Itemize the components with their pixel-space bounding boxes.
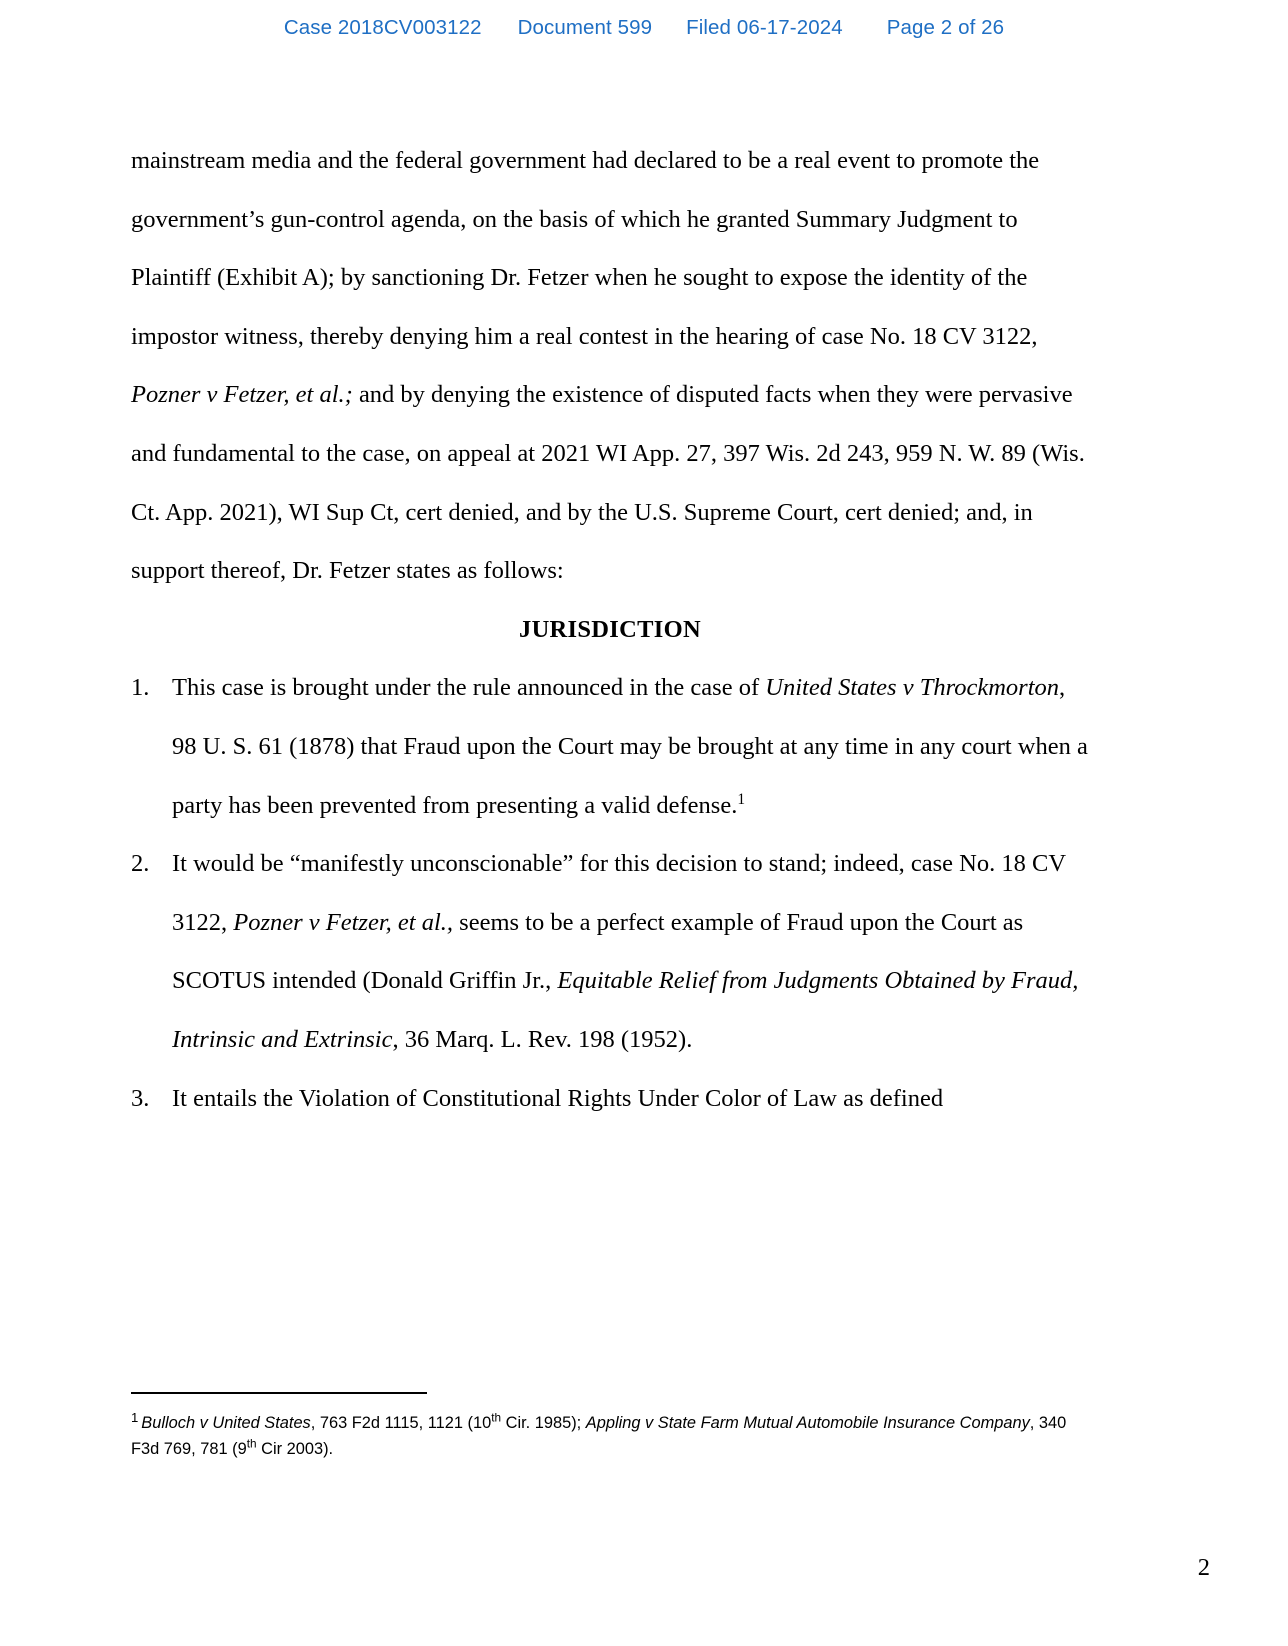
claim-2-part2: seems to be a perfect example of Fraud upon the Court as SCOTUS intended (Donald Griffin Jr., — [172, 908, 1024, 995]
claim-item-3 — [131, 1070, 1089, 1129]
document-body — [131, 132, 1089, 1128]
page-number: 2 — [1197, 1554, 1210, 1581]
header-page-indicator: Page 2 of 26 — [886, 16, 1005, 39]
ecf-header-stamp — [0, 16, 1288, 40]
footnote-cite-1a: , 763 F2d 1115, 1121 (10 — [310, 1414, 492, 1432]
claim-1-part2: , 98 U. S. 61 (1878) that Fraud upon the Court may be brought at any time in any court when a party has been prevented from presenting a valid defense. — [172, 674, 1088, 819]
footnote-ordinal-2: th — [246, 1436, 257, 1451]
footnote-case-1-italic: Bulloch v United States — [141, 1414, 311, 1432]
intro-paragraph — [131, 132, 1089, 601]
claim-1-case-italic: United States v Throckmorton — [765, 674, 1060, 702]
header-filed-date: Filed 06-17-2024 — [686, 16, 843, 39]
footnote-reference-1[interactable]: 1 — [737, 790, 746, 808]
footnote-block — [131, 1392, 1071, 1462]
claim-2-case-italic: Pozner v Fetzer, et al., — [233, 908, 454, 936]
header-document-number: Document 599 — [517, 16, 653, 39]
footnote-1-text — [131, 1410, 1071, 1462]
section-heading-jurisdiction: JURISDICTION — [519, 615, 701, 643]
footnote-cite-2a: , 340 F3d 769, 781 (9 — [131, 1414, 1067, 1458]
claim-number-3: 3. — [131, 1084, 150, 1112]
claim-1-part1: This case is brought under the rule announced in the case of — [172, 674, 766, 702]
claim-item-1 — [131, 659, 1089, 835]
footnote-case-2-italic: Appling v State Farm Mutual Automobile Insurance Company — [585, 1414, 1030, 1432]
claim-number-2: 2. — [131, 850, 150, 878]
claims-list — [131, 659, 1089, 1128]
claim-2-part1: It would be “manifestly unconscionable” for this decision to stand; indeed, case No. 18 CV 3122, — [172, 850, 1066, 936]
header-case-number: Case 2018CV003122 — [283, 16, 482, 39]
claim-item-2 — [131, 835, 1089, 1069]
footnote-cite-1b: Cir. 1985); — [501, 1414, 586, 1432]
claim-2-article-title-italic: Equitable Relief from Judgments Obtained by Fraud, Intrinsic and Extrinsic — [172, 967, 1079, 1053]
intro-paragraph-part2: and by denying the existence of disputed facts when they were pervasive and fundamental to the case, on appeal at 2021 WI App. 27, 397 Wis. 2d 243, 959 N. W. 89 (Wis. Ct. App. 2021), WI Sup Ct, cert denied, and by the U.S. Supreme Court, cert denied; and, in support thereof, Dr. Fetzer states as follows: — [131, 381, 1085, 585]
intro-case-citation-italic: Pozner v Fetzer, et al.; — [131, 381, 353, 409]
footnote-ordinal-1: th — [491, 1410, 502, 1425]
intro-paragraph-part1: mainstream media and the federal government had declared to be a real event to promote the government’s gun-control agenda, on the basis of which he granted Summary Judgment to Plaintiff (Exhibit A); by sanctioning Dr. Fetzer when he sought to expose the identity of the impostor witness, thereby denying him a real contest in the hearing of case No. 18 CV 3122, — [131, 147, 1040, 350]
footnote-cite-2b: Cir 2003). — [256, 1440, 334, 1458]
footnote-1-marker: 1 — [131, 1409, 139, 1425]
claim-2-part3: , 36 Marq. L. Rev. 198 (1952). — [392, 1025, 693, 1053]
claim-number-1: 1. — [131, 674, 150, 702]
footnote-separator-rule — [131, 1392, 427, 1394]
claim-3-part1: It entails the Violation of Constitutional Rights Under Color of Law as defined — [172, 1084, 944, 1112]
